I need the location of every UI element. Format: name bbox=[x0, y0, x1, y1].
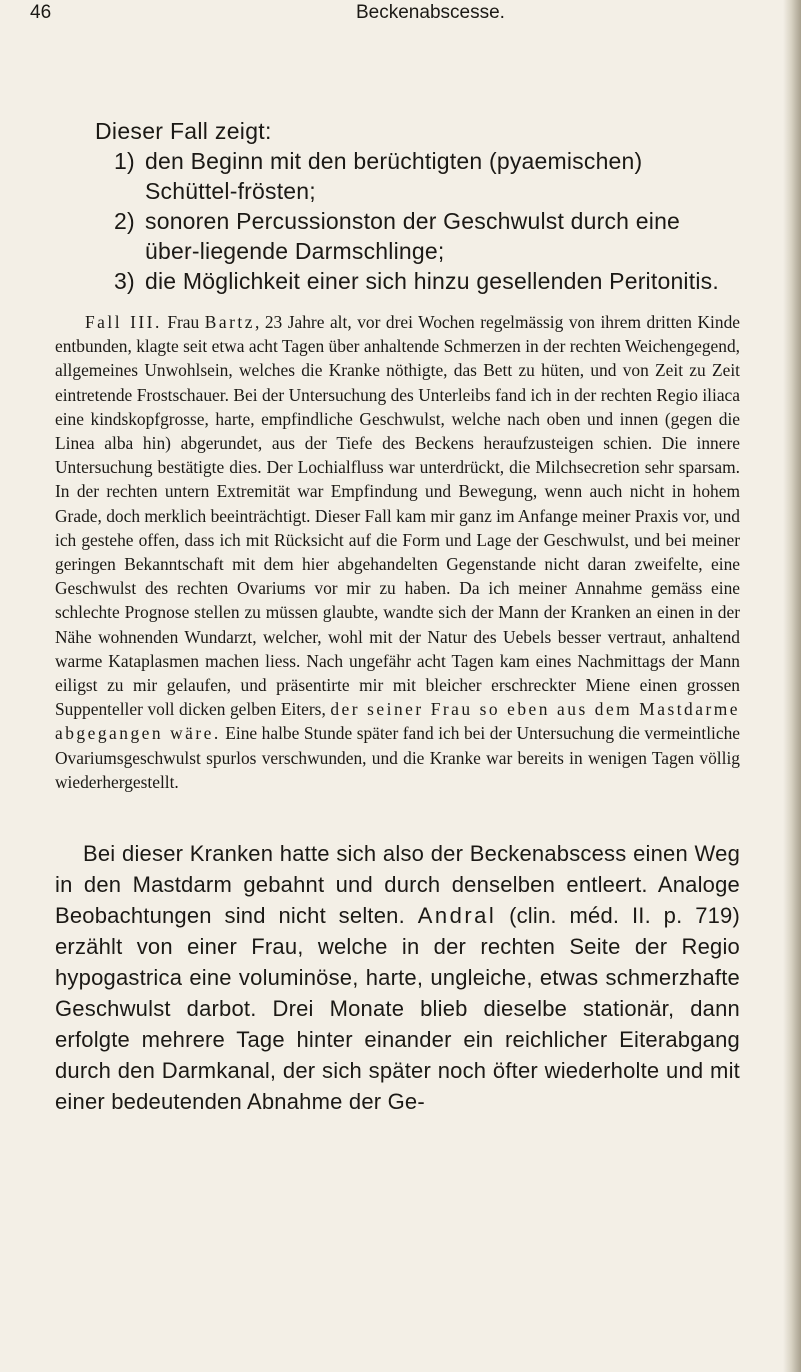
patient-name: Bartz bbox=[204, 312, 255, 332]
page-number: 46 bbox=[30, 2, 52, 23]
list-item-number: 3) bbox=[114, 268, 135, 294]
running-head: Beckenabscesse. bbox=[356, 2, 505, 23]
list-item-text: die Möglichkeit einer sich hinzu gesellenden Peritonitis. bbox=[145, 268, 719, 294]
list-item-text: den Beginn mit den berüchtigten (pyaemischen) Schüttel-frösten; bbox=[145, 148, 643, 204]
list-item bbox=[114, 206, 739, 266]
case-spaced-quote: der seiner Frau so eben aus dem Mastdarme abgegangen wäre. bbox=[55, 699, 740, 744]
case-text-part3: Eine halbe Stunde später fand ich bei der Untersuchung die vermeintliche Ovariumsgeschwulst spurlos verschwunden, und die Kranke war bereits in wenigen Tagen völlig wiederhergestellt. bbox=[55, 723, 740, 792]
case-text-part1: Frau bbox=[167, 312, 200, 332]
closing-text-part2: (clin. méd. II. p. 719) erzählt von einer Frau, welche in der rechten Seite der Regio hypogastrica eine voluminöse, harte, ungleiche, etwas schmerzhafte Geschwulst darbot. Drei Monate blieb dieselbe stationär, dann erfolgte mehrere Tage hinter einander ein reichlicher Eiterabgang durch den Darmkanal, der sich später noch öfter wiederholte und mit einer bedeutenden Abnahme der Ge- bbox=[55, 903, 741, 1114]
list-item bbox=[114, 266, 739, 296]
list-item bbox=[114, 146, 739, 206]
closing-text-part1: Bei dieser Kranken hatte sich also der Beckenabscess einen Weg in den Mastdarm gebahnt und durch denselben entleert. Analoge Beobachtungen sind nicht selten. bbox=[55, 841, 740, 928]
closing-paragraph bbox=[55, 838, 740, 1117]
case-label: Fall III. bbox=[85, 312, 162, 332]
list-item-text: sonoren Percussionston der Geschwulst durch eine über-liegende Darmschlinge; bbox=[145, 208, 681, 264]
list-item-number: 1) bbox=[114, 148, 135, 174]
page-edge-shadow bbox=[783, 0, 801, 1372]
cited-author: Andral bbox=[417, 903, 497, 928]
page-header bbox=[30, 2, 750, 42]
case-text-part2: , 23 Jahre alt, vor drei Wochen regelmässig von ihrem dritten Kinde entbunden, klagte seit etwa acht Tagen über anhaltende Schmerzen in der rechten Weichengegend, allgemeines Unwohlsein, welches die Kranke nöthigte, das Bett zu hüten, und von Zeit zu Zeit eintretende Frostschauer. Bei der Untersuchung des Unterleibs fand ich in der rechten Regio iliaca eine kindskopfgrosse, harte, empfindliche Geschwulst, welche nach oben und innen (gegen die Linea alba hin) abgerundet, aus der Tiefe des Beckens heraufzusteigen schien. Die innere Untersuchung bestätigte dies. Der Lochialfluss war unterdrückt, die Milchsecretion sehr sparsam. In der rechten untern Extremität war Empfindung und Bewegung, wenn auch nicht in hohem Grade, doch merklich beeinträchtigt. Dieser Fall kam mir ganz im Anfange meiner Praxis vor, und ich gestehe offen, dass ich mit Rücksicht auf die Form und Lage der Geschwulst, und bei meiner geringen Bekanntschaft mit dem hier abgehandelten Gegenstande nicht daran zweifelte, eine Geschwulst des rechten Ovariums vor mir zu haben. Da ich meiner Annahme gemäss eine schlechte Prognose stellen zu müssen glaubte, wandte sich der Mann der Kranken an einen in der Nähe wohnenden Wundarzt, welcher, wohl mit der Natur des Uebels besser vertraut, anhaltend warme Kataplasmen machen liess. Nach ungefähr acht Tagen kam eines Nachmittags der Mann eiligst zu mir gelaufen, und präsentirte mir mit bleicher erschreckter Miene einen grossen Suppenteller voll dicken gelben Eiters, bbox=[55, 312, 740, 720]
case-three-paragraph bbox=[55, 310, 740, 794]
intro-line: Dieser Fall zeigt: bbox=[95, 118, 272, 144]
findings-list bbox=[114, 146, 739, 296]
list-item-number: 2) bbox=[114, 208, 135, 234]
